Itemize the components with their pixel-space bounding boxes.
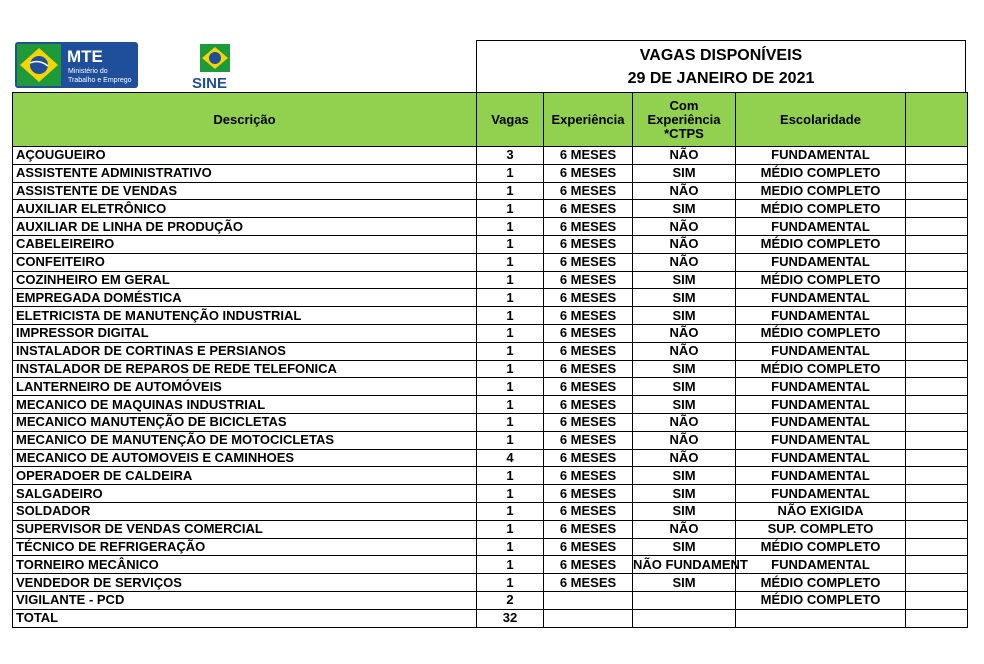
table-row: [13, 307, 968, 325]
row-ctps: NÃO: [633, 449, 736, 467]
row-escolaridade: FUNDAMENTAL: [736, 485, 906, 503]
row-empty: [906, 182, 968, 200]
row-ctps: [633, 591, 736, 609]
table-row: [13, 271, 968, 289]
row-empty: [906, 538, 968, 556]
row-descricao: VIGILANTE - PCD: [13, 591, 477, 609]
mte-logo-text: MTE: [67, 47, 103, 66]
row-vagas: 1: [477, 342, 544, 360]
row-escolaridade: MÉDIO COMPLETO: [736, 271, 906, 289]
row-escolaridade: FUNDAMENTAL: [736, 467, 906, 485]
row-ctps: NÃO: [633, 182, 736, 200]
table-row: [13, 253, 968, 271]
row-escolaridade: FUNDAMENTAL: [736, 431, 906, 449]
row-experiencia: 6 MESES: [544, 271, 633, 289]
row-descricao: LANTERNEIRO DE AUTOMÓVEIS: [13, 378, 477, 396]
row-escolaridade: MÉDIO COMPLETO: [736, 235, 906, 253]
row-experiencia: 6 MESES: [544, 556, 633, 574]
svg-text:Ministério do: Ministério do: [68, 68, 108, 75]
row-experiencia: 6 MESES: [544, 307, 633, 325]
total-row: [13, 609, 968, 627]
row-escolaridade: FUNDAMENTAL: [736, 378, 906, 396]
row-descricao: SALGADEIRO: [13, 485, 477, 503]
svg-text:Trabalho e Emprego: Trabalho e Emprego: [68, 77, 132, 84]
table-row: [13, 360, 968, 378]
row-empty: [906, 574, 968, 592]
row-experiencia: 6 MESES: [544, 218, 633, 236]
table-row: [13, 467, 968, 485]
row-vagas: 1: [477, 538, 544, 556]
row-escolaridade: NÃO EXIGIDA: [736, 502, 906, 520]
logo-area: [12, 40, 476, 92]
row-experiencia: 6 MESES: [544, 360, 633, 378]
row-experiencia: 6 MESES: [544, 164, 633, 182]
row-empty: [906, 200, 968, 218]
row-escolaridade: MÉDIO COMPLETO: [736, 164, 906, 182]
row-empty: [906, 449, 968, 467]
header-escolaridade: Escolaridade: [736, 93, 906, 147]
row-empty: [906, 324, 968, 342]
row-descricao: IMPRESSOR DIGITAL: [13, 324, 477, 342]
row-escolaridade: MÉDIO COMPLETO: [736, 538, 906, 556]
row-ctps: NÃO: [633, 147, 736, 165]
row-ctps: NÃO FUNDAMENT: [633, 556, 748, 572]
row-experiencia: [544, 591, 633, 609]
row-vagas: 1: [477, 324, 544, 342]
table-row: [13, 502, 968, 520]
table-row: [13, 413, 968, 431]
table-row: [13, 449, 968, 467]
row-descricao: AUXILIAR ELETRÔNICO: [13, 200, 477, 218]
row-descricao: CONFEITEIRO: [13, 253, 477, 271]
row-vagas: 1: [477, 556, 544, 574]
row-experiencia: 6 MESES: [544, 467, 633, 485]
row-empty: [906, 235, 968, 253]
row-escolaridade: FUNDAMENTAL: [736, 289, 906, 307]
row-vagas: 1: [477, 502, 544, 520]
header-experiencia: Experiência: [544, 93, 633, 147]
row-descricao: EMPREGADA DOMÉSTICA: [13, 289, 477, 307]
row-vagas: 1: [477, 307, 544, 325]
total-label: TOTAL: [13, 609, 477, 627]
row-descricao: COZINHEIRO EM GERAL: [13, 271, 477, 289]
row-vagas: 3: [477, 147, 544, 165]
table-header-row: [13, 93, 968, 147]
row-vagas: 1: [477, 164, 544, 182]
row-vagas: 1: [477, 271, 544, 289]
row-empty: [906, 307, 968, 325]
row-experiencia: 6 MESES: [544, 235, 633, 253]
table-row: [13, 378, 968, 396]
row-empty: [906, 591, 968, 609]
row-vagas: 1: [477, 253, 544, 271]
table-row: [13, 218, 968, 236]
row-descricao: SOLDADOR: [13, 502, 477, 520]
row-escolaridade: FUNDAMENTAL: [736, 218, 906, 236]
row-vagas: 1: [477, 574, 544, 592]
row-ctps: SIM: [633, 271, 736, 289]
row-experiencia: 6 MESES: [544, 502, 633, 520]
table-row: [13, 200, 968, 218]
header-ctps: Com Experiência *CTPS: [633, 93, 736, 147]
row-escolaridade: MÉDIO COMPLETO: [736, 574, 906, 592]
row-experiencia: 6 MESES: [544, 538, 633, 556]
row-ctps: SIM: [633, 574, 736, 592]
row-descricao: TÉCNICO DE REFRIGERAÇÃO: [13, 538, 477, 556]
row-ctps: NÃO: [633, 413, 736, 431]
row-escolaridade: FUNDAMENTAL: [736, 253, 906, 271]
row-vagas: 1: [477, 235, 544, 253]
sine-logo: [190, 42, 240, 92]
row-escolaridade: FUNDAMENTAL: [736, 556, 906, 574]
row-experiencia: 6 MESES: [544, 378, 633, 396]
table-row: [13, 591, 968, 609]
row-ctps: NÃO: [633, 253, 736, 271]
row-descricao: VENDEDOR DE SERVIÇOS: [13, 574, 477, 592]
row-empty: [906, 396, 968, 414]
row-empty: [906, 378, 968, 396]
row-vagas: 1: [477, 378, 544, 396]
row-vagas: 1: [477, 200, 544, 218]
table-row: [13, 396, 968, 414]
row-ctps: NÃO: [633, 342, 736, 360]
row-vagas: 1: [477, 360, 544, 378]
row-empty: [906, 431, 968, 449]
row-escolaridade: FUNDAMENTAL: [736, 413, 906, 431]
table-row: [13, 235, 968, 253]
table-row: [13, 485, 968, 503]
row-vagas: 1: [477, 431, 544, 449]
row-vagas: 2: [477, 591, 544, 609]
row-descricao: AÇOUGUEIRO: [13, 147, 477, 165]
row-descricao: ASSISTENTE ADMINISTRATIVO: [13, 164, 477, 182]
row-experiencia: 6 MESES: [544, 289, 633, 307]
row-escolaridade: FUNDAMENTAL: [736, 147, 906, 165]
row-escolaridade: SUP. COMPLETO: [736, 520, 906, 538]
sine-logo-text: SINE: [192, 75, 228, 92]
row-vagas: 4: [477, 449, 544, 467]
table-row: [13, 342, 968, 360]
row-descricao: SUPERVISOR DE VENDAS COMERCIAL: [13, 520, 477, 538]
row-vagas: 1: [477, 396, 544, 414]
header-vagas: Vagas: [477, 93, 544, 147]
row-escolaridade: FUNDAMENTAL: [736, 396, 906, 414]
row-ctps: SIM: [633, 164, 736, 182]
row-descricao: ASSISTENTE DE VENDAS: [13, 182, 477, 200]
page-title: VAGAS DISPONÍVEIS: [639, 47, 803, 64]
row-experiencia: 6 MESES: [544, 431, 633, 449]
row-escolaridade: FUNDAMENTAL: [736, 449, 906, 467]
page-date: 29 DE JANEIRO DE 2021: [627, 70, 815, 87]
row-ctps: SIM: [633, 289, 736, 307]
row-descricao: MECANICO DE MAQUINAS INDUSTRIAL: [13, 396, 477, 414]
table-row: [13, 538, 968, 556]
row-descricao: CABELEIREIRO: [13, 235, 477, 253]
row-escolaridade: MÉDIO COMPLETO: [736, 200, 906, 218]
total-vagas: 32: [477, 609, 544, 627]
row-escolaridade: MEDIO COMPLETO: [736, 182, 906, 200]
row-experiencia: 6 MESES: [544, 396, 633, 414]
row-ctps: NÃO: [633, 431, 736, 449]
row-escolaridade: MÉDIO COMPLETO: [736, 360, 906, 378]
row-vagas: 1: [477, 182, 544, 200]
table-row: [13, 324, 968, 342]
row-empty: [906, 342, 968, 360]
row-escolaridade: MÉDIO COMPLETO: [736, 324, 906, 342]
row-ctps: SIM: [633, 467, 736, 485]
row-descricao: OPERADOER DE CALDEIRA: [13, 467, 477, 485]
table-row: [13, 147, 968, 165]
row-empty: [906, 271, 968, 289]
row-descricao: MECANICO DE MANUTENÇÃO DE MOTOCICLETAS: [13, 431, 477, 449]
row-ctps: SIM: [633, 502, 736, 520]
row-descricao: MECANICO DE AUTOMOVEIS E CAMINHOES: [13, 449, 477, 467]
row-descricao: MECANICO MANUTENÇÃO DE BICICLETAS: [13, 413, 477, 431]
row-empty: [906, 289, 968, 307]
row-experiencia: 6 MESES: [544, 485, 633, 503]
row-experiencia: 6 MESES: [544, 520, 633, 538]
row-empty: [906, 360, 968, 378]
row-empty: [906, 164, 968, 182]
row-ctps: SIM: [633, 307, 736, 325]
row-ctps: SIM: [633, 378, 736, 396]
row-empty: [906, 218, 968, 236]
row-vagas: 1: [477, 485, 544, 503]
row-vagas: 1: [477, 413, 544, 431]
row-vagas: 1: [477, 467, 544, 485]
header-descricao: Descrição: [13, 93, 477, 147]
row-ctps: SIM: [633, 538, 736, 556]
row-descricao: INSTALADOR DE CORTINAS E PERSIANOS: [13, 342, 477, 360]
row-experiencia: 6 MESES: [544, 182, 633, 200]
row-empty: [906, 467, 968, 485]
row-experiencia: 6 MESES: [544, 200, 633, 218]
row-escolaridade: MÉDIO COMPLETO: [736, 591, 906, 609]
title-box: [476, 40, 966, 92]
mte-logo: [15, 42, 138, 88]
row-vagas: 1: [477, 289, 544, 307]
row-escolaridade: FUNDAMENTAL: [736, 307, 906, 325]
row-empty: [906, 556, 968, 574]
row-experiencia: 6 MESES: [544, 324, 633, 342]
table-row: [13, 289, 968, 307]
table-row: [13, 431, 968, 449]
row-experiencia: 6 MESES: [544, 413, 633, 431]
row-vagas: 1: [477, 520, 544, 538]
row-ctps: NÃO: [633, 520, 736, 538]
row-empty: [906, 253, 968, 271]
row-experiencia: 6 MESES: [544, 449, 633, 467]
table-row: [13, 556, 968, 574]
row-escolaridade: FUNDAMENTAL: [736, 342, 906, 360]
row-descricao: AUXILIAR DE LINHA DE PRODUÇÃO: [13, 218, 477, 236]
row-ctps: NÃO: [633, 218, 736, 236]
row-experiencia: 6 MESES: [544, 253, 633, 271]
row-descricao: INSTALADOR DE REPAROS DE REDE TELEFONICA: [13, 360, 477, 378]
table-row: [13, 520, 968, 538]
row-experiencia: 6 MESES: [544, 147, 633, 165]
table-row: [13, 164, 968, 182]
header-empty: [906, 93, 968, 147]
row-ctps: SIM: [633, 396, 736, 414]
row-ctps: NÃO: [633, 324, 736, 342]
vacancies-table: [12, 92, 968, 628]
row-descricao: TORNEIRO MECÂNICO: [13, 556, 477, 574]
table-row: [13, 182, 968, 200]
row-empty: [906, 520, 968, 538]
row-vagas: 1: [477, 218, 544, 236]
row-empty: [906, 502, 968, 520]
row-empty: [906, 485, 968, 503]
row-ctps: NÃO: [633, 235, 736, 253]
row-ctps: SIM: [633, 360, 736, 378]
row-ctps: SIM: [633, 485, 736, 503]
row-descricao: ELETRICISTA DE MANUTENÇÃO INDUSTRIAL: [13, 307, 477, 325]
row-empty: [906, 147, 968, 165]
row-experiencia: 6 MESES: [544, 342, 633, 360]
row-empty: [906, 413, 968, 431]
row-ctps: SIM: [633, 200, 736, 218]
row-experiencia: 6 MESES: [544, 574, 633, 592]
table-row: [13, 574, 968, 592]
